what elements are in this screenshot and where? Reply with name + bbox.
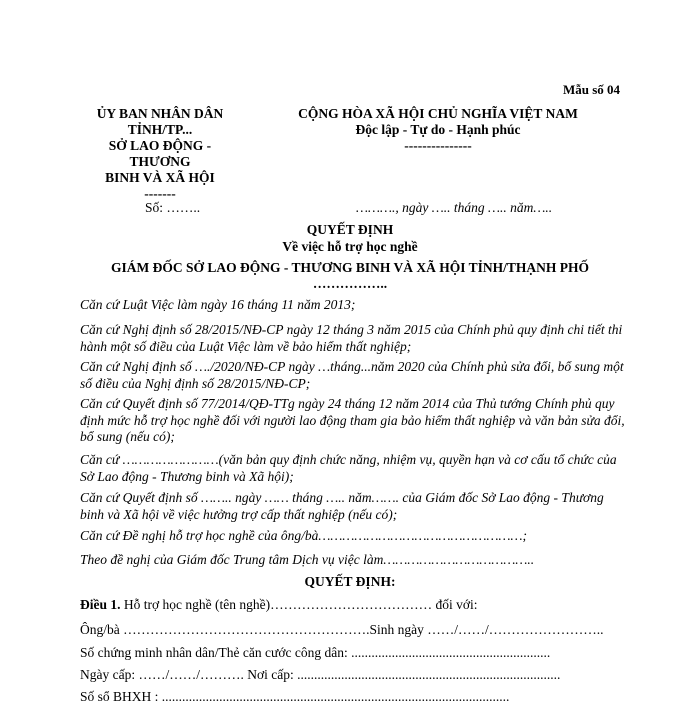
authority-heading-continued: ……………..: [312, 276, 388, 291]
national-motto: Độc lập - Tự do - Hạnh phúc: [355, 122, 521, 137]
agency-line-2: TỈNH/TP...: [127, 122, 193, 137]
field-id-number: Số chứng minh nhân dân/Thẻ căn cước công dân: ...........................................................: [80, 645, 551, 660]
national-header: [262, 106, 614, 154]
field-issue-date-place: Ngày cấp: ……/……/………. Nơi cấp: ..............................................................................: [80, 667, 561, 682]
field-social-insurance-number: Số sổ BHXH : .......................................................................................................: [80, 689, 510, 704]
agency-line-3: SỞ LAO ĐỘNG - THƯƠNG: [108, 138, 212, 169]
issuing-agency-header: [80, 106, 240, 202]
agency-line-1: ỦY BAN NHÂN DÂN: [96, 106, 224, 121]
article-1-text: Hỗ trợ học nghề (tên nghề)……………………………… đối với:: [120, 597, 478, 612]
legal-basis-5: Căn cứ ……………………(văn bản quy định chức năng, nhiệm vụ, quyền hạn và cơ cấu tổ chức của Sở Lao động - Thương binh và Xã hội);: [80, 452, 617, 484]
document-date: ………., ngày ….. tháng ….. năm…..: [356, 200, 553, 215]
national-separator: ---------------: [404, 138, 472, 153]
legal-basis-1: Căn cứ Luật Việc làm ngày 16 tháng 11 năm 2013;: [80, 297, 356, 312]
legal-basis-4: Căn cứ Quyết định số 77/2014/QĐ-TTg ngày 24 tháng 12 năm 2014 của Thủ tướng Chính phủ quy định mức hỗ trợ học nghề đối với người lao động tham gia bảo hiểm thất nghiệp và văn bản sửa đổi, bổ sung (nếu có);: [80, 396, 625, 444]
decision-heading: QUYẾT ĐỊNH:: [304, 574, 396, 589]
field-full-name-dob: Ông/bà ……………………………………………….Sinh ngày ……/……/……………………..: [80, 622, 604, 637]
authority-heading: GIÁM ĐỐC SỞ LAO ĐỘNG - THƯƠNG BINH VÀ XÃ HỘI TỈNH/THẠNH PHỐ: [110, 260, 590, 275]
legal-basis-7: Căn cứ Đề nghị hỗ trợ học nghề của ông/bà……………………………………………;: [80, 528, 527, 543]
legal-basis-6: Căn cứ Quyết định số …….. ngày …… tháng ….. năm……. của Giám đốc Sở Lao động - Thương binh và Xã hội về việc hưởng trợ cấp thất nghiệp (nếu có);: [80, 490, 604, 522]
form-number: Mẫu số 04: [562, 82, 620, 97]
national-title: CỘNG HÒA XÃ HỘI CHỦ NGHĨA VIỆT NAM: [298, 106, 578, 121]
article-1: [80, 597, 478, 613]
agency-separator: -------: [144, 186, 176, 201]
document-subtitle: Về việc hỗ trợ học nghề: [282, 239, 418, 254]
legal-basis-3: Căn cứ Nghị định số …./2020/NĐ-CP ngày …tháng...năm 2020 của Chính phủ sửa đổi, bổ sung một số điều của Nghị định số 28/2015/NĐ-CP;: [80, 359, 624, 391]
document-number: Số: ……..: [145, 200, 201, 215]
legal-basis-8: Theo đề nghị của Giám đốc Trung tâm Dịch vụ việc làm………………………………..: [80, 552, 535, 567]
article-1-label: Điều 1.: [80, 597, 121, 612]
agency-line-4: BINH VÀ XÃ HỘI: [105, 170, 215, 185]
document-title: QUYẾT ĐỊNH: [306, 222, 394, 237]
legal-basis-2: Căn cứ Nghị định số 28/2015/NĐ-CP ngày 12 tháng 3 năm 2015 của Chính phủ quy định chi tiết thi hành một số điều của Luật Việc làm về bảo hiểm thất nghiệp;: [80, 322, 623, 354]
